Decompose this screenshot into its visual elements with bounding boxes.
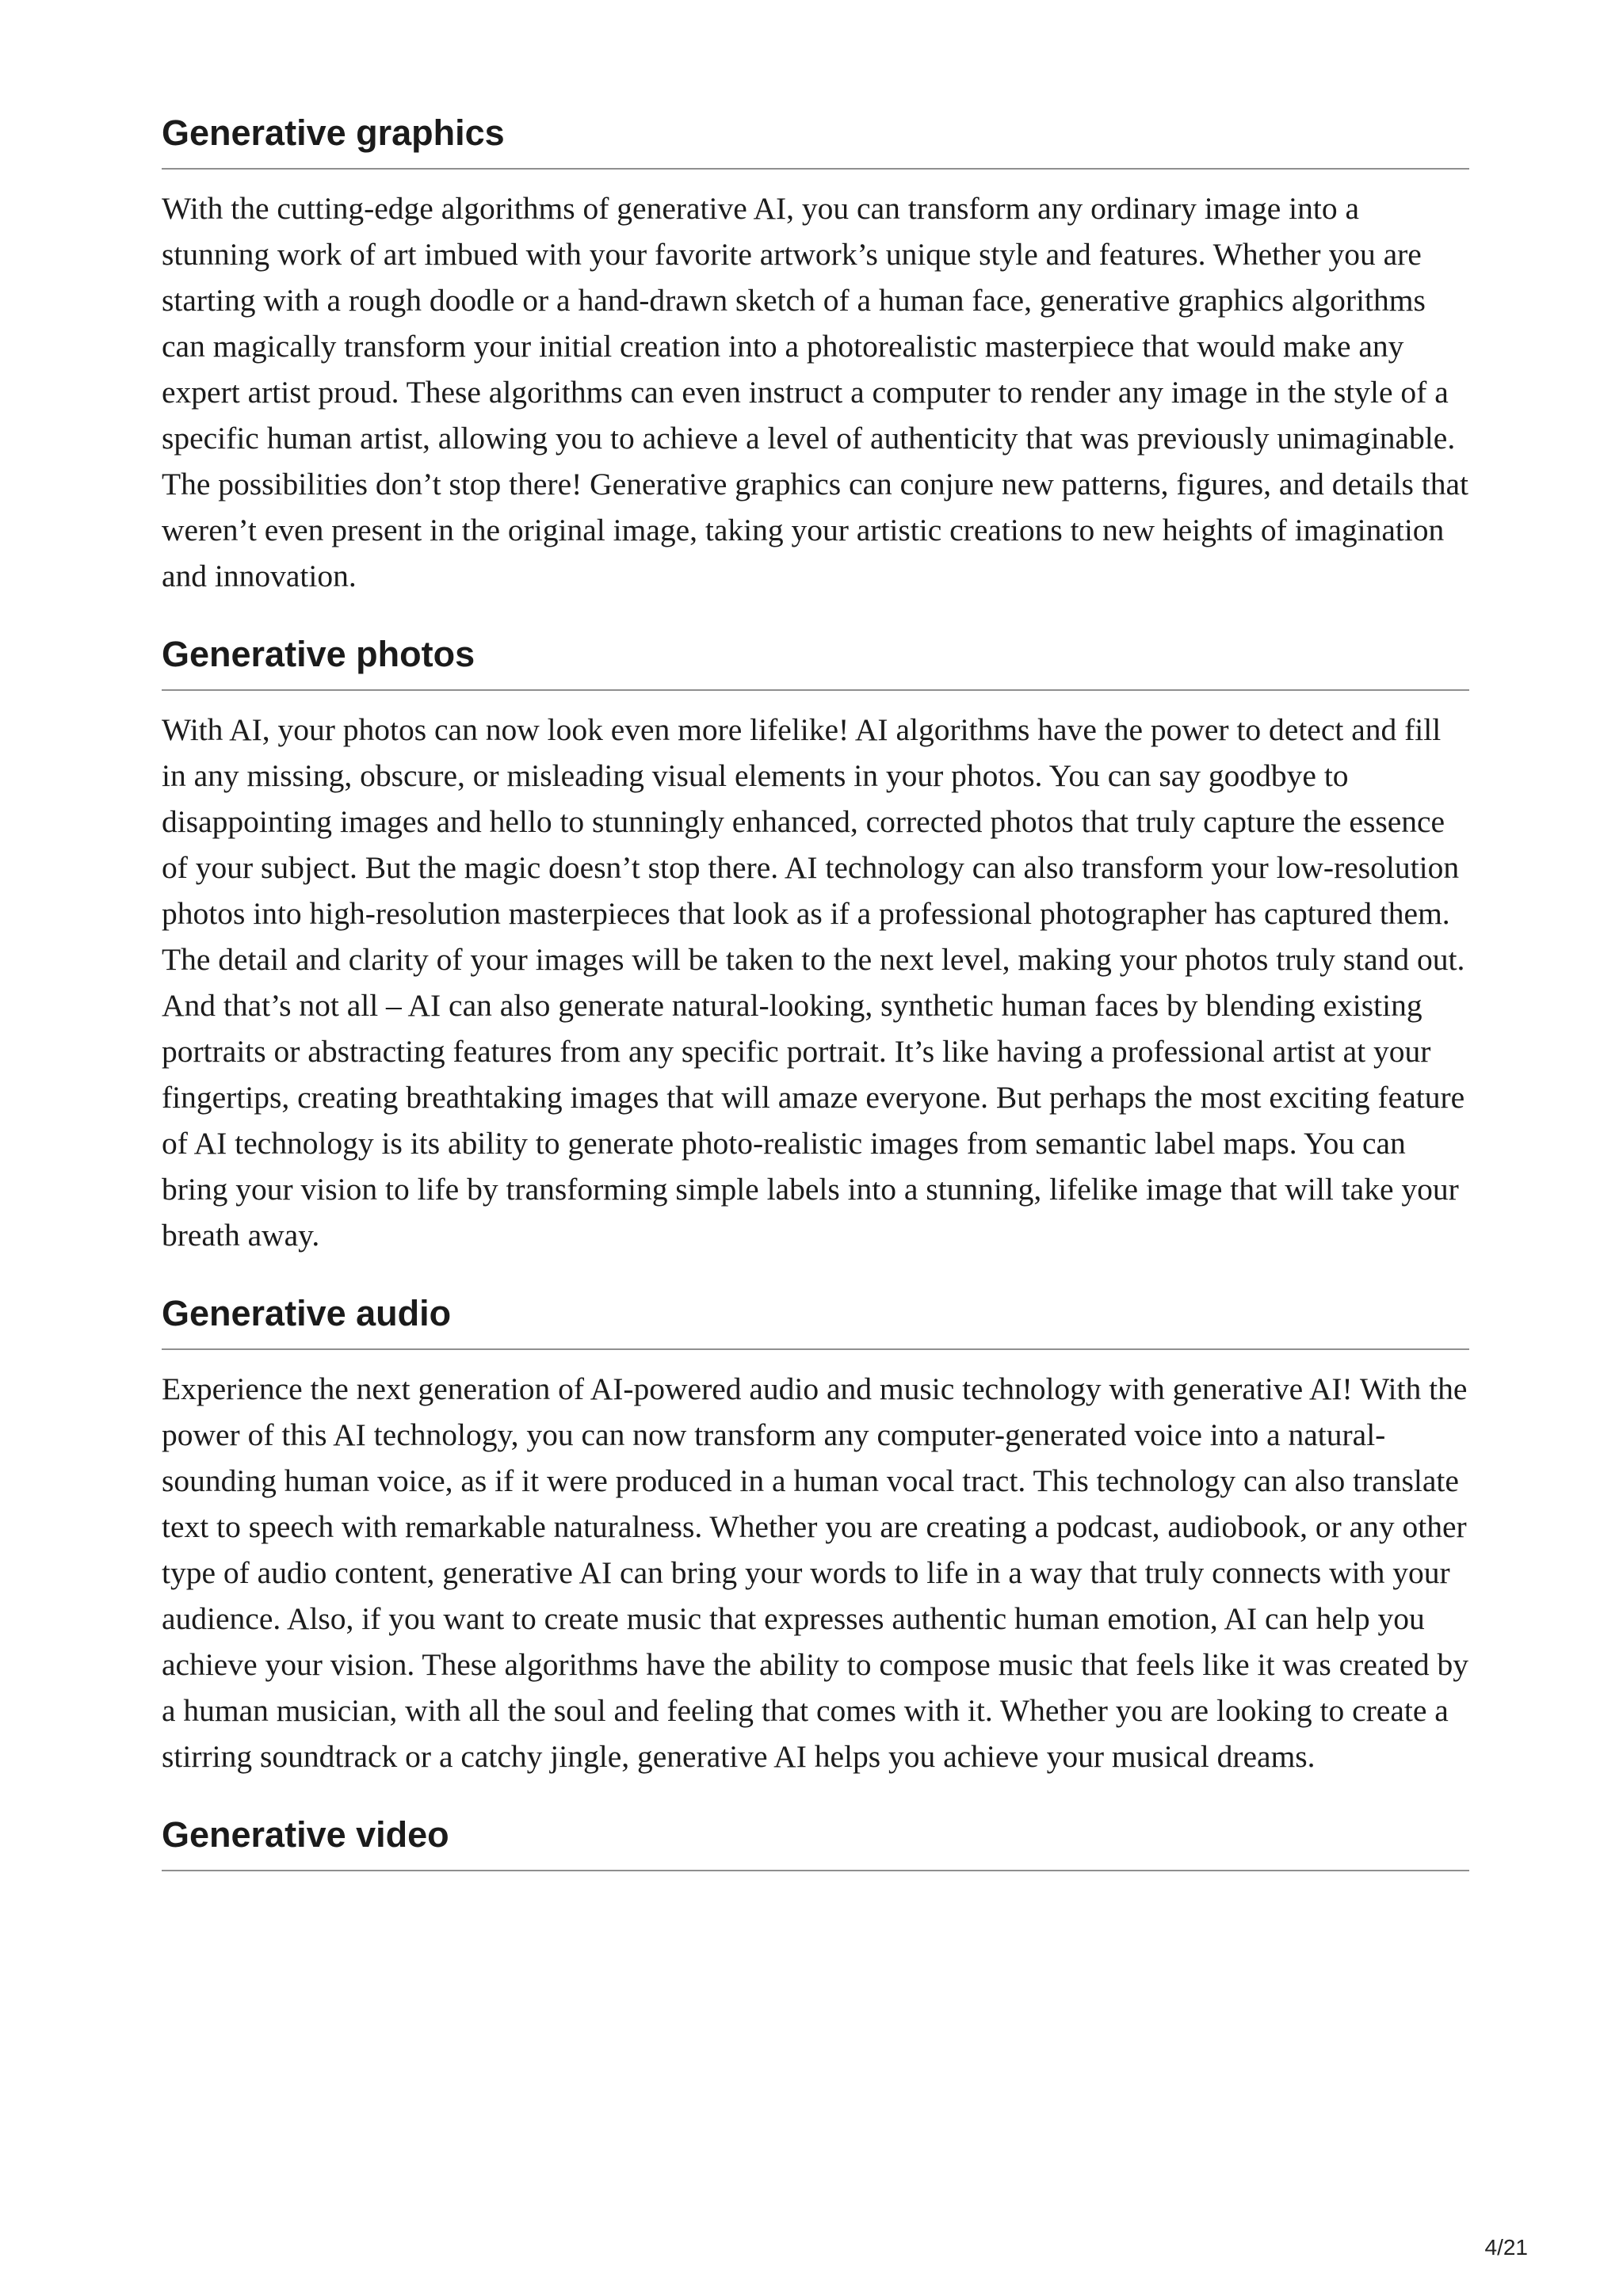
section-paragraph: With the cutting-edge algorithms of generative AI, you can transform any ordinary image into a stunning work of art imbued with your favorite artwork’s unique style and features. Whether you are starting with a rough doodle or a hand-drawn sketch of a human face, generative graphics algorithms can magically transform your initial creation into a photorealistic masterpiece that would make any expert artist proud. These algorithms can even instruct a computer to render any image in the style of a specific human artist, allowing you to achieve a level of authenticity that was previously unimaginable. The possibilities don’t stop there! Generative graphics can conjure new patterns, figures, and details that weren’t even present in the original image, taking your artistic creations to new heights of imagination and innovation. <box>162 191 1468 593</box>
section-heading: Generative audio <box>162 1291 1469 1350</box>
article-content <box>162 111 1469 1871</box>
section-heading: Generative graphics <box>162 111 1469 170</box>
section-heading: Generative video <box>162 1813 1469 1871</box>
section-generative-video <box>162 1813 1469 1871</box>
section-paragraph: Experience the next generation of AI-powered audio and music technology with generative AI! With the power of this AI technology, you can now transform any computer-generated voice into a natural-sounding human voice, as if it were produced in a human vocal tract. This technology can also translate text to speech with remarkable naturalness. Whether you are creating a podcast, audiobook, or any other type of audio content, generative AI can bring your words to life in a way that truly connects with your audience. Also, if you want to create music that expresses authentic human emotion, AI can help you achieve your vision. These algorithms have the ability to compose music that feels like it was created by a human musician, with all the soul and feeling that comes with it. Whether you are looking to create a stirring soundtrack or a catchy jingle, generative AI helps you achieve your musical dreams. <box>162 1371 1469 1774</box>
section-generative-photos <box>162 632 1469 1258</box>
section-heading: Generative photos <box>162 632 1469 691</box>
section-generative-graphics <box>162 111 1469 599</box>
section-paragraph: With AI, your photos can now look even more lifelike! AI algorithms have the power to detect and fill in any missing, obscure, or misleading visual elements in your photos. You can say goodbye to disappointing images and hello to stunningly enhanced, corrected photos that truly capture the essence of your subject. But the magic doesn’t stop there. AI technology can also transform your low-resolution photos into high-resolution masterpieces that look as if a professional photographer has captured them. The detail and clarity of your images will be taken to the next level, making your photos truly stand out. And that’s not all – AI can also generate natural-looking, synthetic human faces by blending existing portraits or abstracting features from any specific portrait. It’s like having a professional artist at your fingertips, creating breathtaking images that will amaze everyone. But perhaps the most exciting feature of AI technology is its ability to generate photo-realistic images from semantic label maps. You can bring your vision to life by transforming simple labels into a stunning, lifelike image that will take your breath away. <box>162 712 1465 1253</box>
section-generative-audio <box>162 1291 1469 1779</box>
page-number: 4/21 <box>1484 2235 1528 2260</box>
